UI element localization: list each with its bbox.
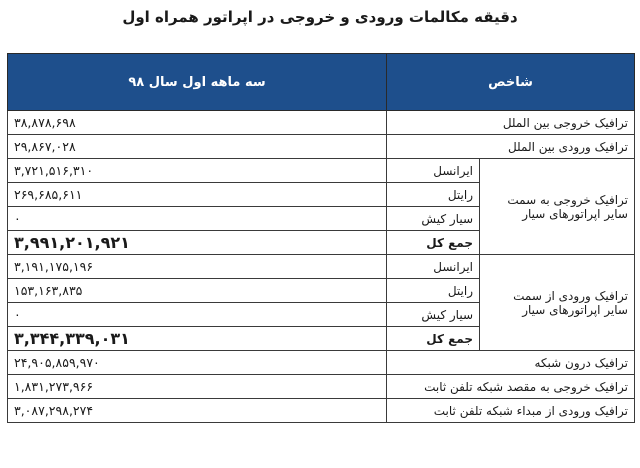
row-label: ترافیک خروجی به مقصد شبکه تلفن ثابت	[387, 375, 635, 399]
period-header: سه ماهه اول سال ۹۸	[8, 54, 387, 111]
operator-name: ایرانسل	[387, 255, 480, 279]
row-value: ۲۴,۹۰۵,۸۵۹,۹۷۰	[8, 351, 387, 375]
row-label: ترافیک خروجی بین الملل	[387, 111, 635, 135]
table-row	[8, 255, 635, 279]
row-value: ۱,۸۳۱,۲۷۳,۹۶۶	[8, 375, 387, 399]
table-row	[8, 159, 635, 183]
table-row	[8, 399, 635, 423]
operator-name: رایتل	[387, 279, 480, 303]
table-row	[8, 135, 635, 159]
group-label: ترافیک خروجی به سمت سایر اپراتورهای سیار	[480, 159, 635, 255]
operator-name: سیار کیش	[387, 207, 480, 231]
table-title: دقیقه مکالمات ورودی و خروجی در اپراتور همراه اول	[122, 8, 518, 26]
row-label: ترافیک ورودی بین الملل	[387, 135, 635, 159]
table-row	[8, 351, 635, 375]
row-label: ترافیک ورودی از مبداء شبکه تلفن ثابت	[387, 399, 635, 423]
operator-name: رایتل	[387, 183, 480, 207]
total-value: ۳,۹۹۱,۲۰۱,۹۲۱	[8, 231, 387, 255]
row-label: ترافیک درون شبکه	[387, 351, 635, 375]
operator-value: ۰	[8, 303, 387, 327]
row-value: ۳,۰۸۷,۲۹۸,۲۷۴	[8, 399, 387, 423]
operator-value: ۳,۷۲۱,۵۱۶,۳۱۰	[8, 159, 387, 183]
indicator-header: شاخص	[387, 54, 635, 111]
total-value: ۳,۳۴۴,۳۳۹,۰۳۱	[8, 327, 387, 351]
operator-name: سیار کیش	[387, 303, 480, 327]
group-label: ترافیک ورودی از سمت سایر اپراتورهای سیار	[480, 255, 635, 351]
table-row	[8, 375, 635, 399]
traffic-table	[7, 53, 635, 423]
row-value: ۲۹,۸۶۷,۰۲۸	[8, 135, 387, 159]
total-label: جمع کل	[387, 327, 480, 351]
operator-value: ۰	[8, 207, 387, 231]
operator-value: ۲۶۹,۶۸۵,۶۱۱	[8, 183, 387, 207]
operator-value: ۳,۱۹۱,۱۷۵,۱۹۶	[8, 255, 387, 279]
operator-value: ۱۵۳,۱۶۳,۸۳۵	[8, 279, 387, 303]
total-label: جمع کل	[387, 231, 480, 255]
operator-name: ایرانسل	[387, 159, 480, 183]
table-row	[8, 111, 635, 135]
row-value: ۳۸,۸۷۸,۶۹۸	[8, 111, 387, 135]
header-row	[8, 54, 635, 111]
